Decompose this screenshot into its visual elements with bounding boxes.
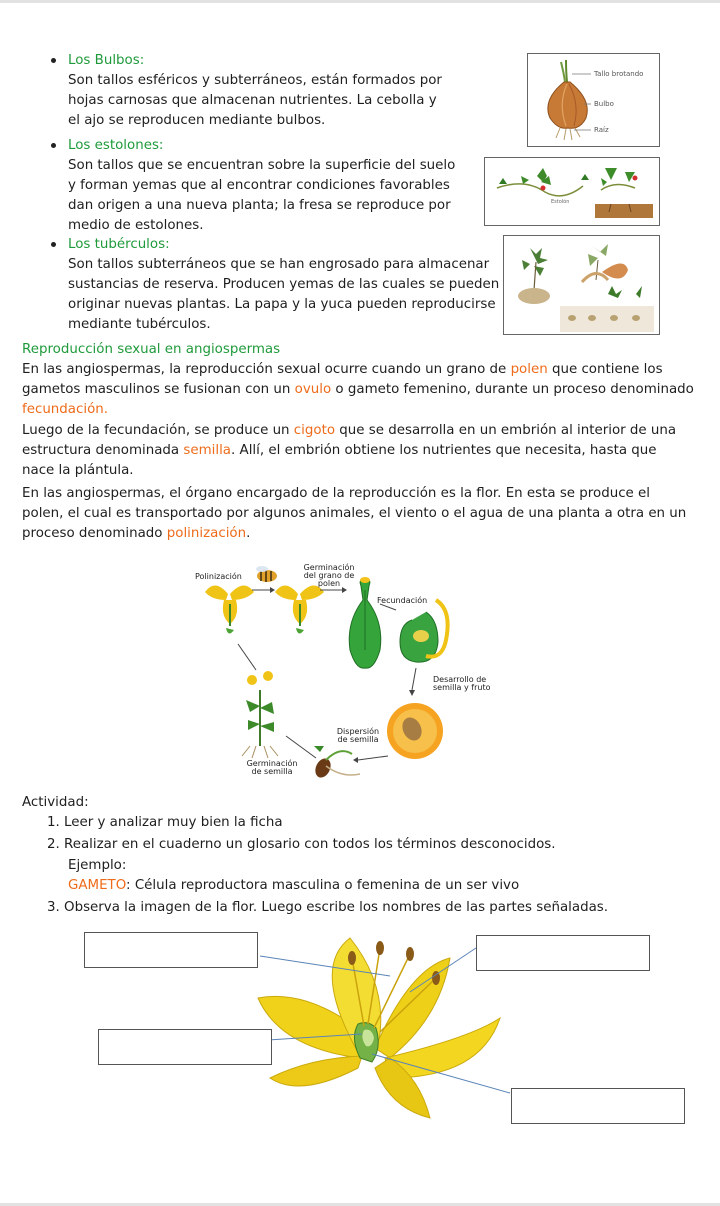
term-polinizacion: polinización (166, 526, 247, 541)
tuberculos-line-3: originar nuevas plantas. La papa y la yuca pueden reproducirse (68, 297, 496, 312)
pistil-icon (349, 577, 381, 668)
sexual-heading: Reproducción sexual en angiospermas (22, 342, 281, 357)
term-cigoto: cigoto (293, 423, 336, 438)
flower-icon (275, 585, 324, 633)
answer-box-2[interactable] (476, 935, 650, 971)
top-border (0, 0, 720, 3)
term-gameto: GAMETO (68, 878, 127, 893)
seedling-icon (312, 746, 360, 780)
term-polen: polen (510, 362, 548, 377)
text: polen (317, 579, 341, 588)
text: Luego de la fecundación, se produce un (22, 423, 294, 438)
actividad-item-2: 2. Realizar en el cuaderno un glosario con todos los términos desconocidos. (47, 837, 556, 852)
label-raiz: Raíz (594, 126, 609, 134)
label-polinizacion: Polinización (195, 572, 242, 581)
label-fecundacion: Fecundación (377, 596, 428, 605)
bullet (51, 242, 56, 247)
fruit-icon (387, 703, 443, 759)
actividad-title: Actividad: (22, 795, 89, 810)
bullet (51, 143, 56, 148)
estolones-line-2: y forman yemas que al encontrar condiciones favorables (68, 178, 450, 193)
label-bulbo: Bulbo (594, 100, 614, 108)
text: que contiene los (547, 362, 663, 377)
label-germinacion-polen (298, 564, 360, 588)
tuberculos-line-4: mediante tubérculos. (68, 317, 211, 332)
ejemplo-label: Ejemplo: (68, 858, 127, 873)
label-estolon: Estolón (551, 199, 570, 205)
estolones-title: Los estolones: (68, 138, 164, 153)
text: proceso denominado (22, 526, 167, 541)
text: estructura denominada (22, 443, 184, 458)
sexual-p1-line-2 (22, 380, 694, 400)
text: gametos masculinos se fusionan con un (22, 382, 295, 397)
cycle-arrow (358, 756, 388, 760)
text: Germinación (246, 759, 298, 768)
bee-icon (256, 566, 277, 582)
sexual-p3-line-1: En las angiospermas, el órgano encargado de la reproducción es la flor. En esta se produce el (22, 486, 651, 501)
bulbos-line-3: el ajo se reproducen mediante bulbos. (68, 113, 326, 128)
text: del grano de (303, 571, 355, 580)
text: Germinación (303, 563, 355, 572)
label-tallo: Tallo brotando (594, 70, 644, 78)
flower-icon (205, 585, 254, 633)
plant-icon (242, 671, 278, 758)
pointer-line (260, 956, 390, 976)
actividad-item-1: 1. Leer y analizar muy bien la ficha (47, 815, 283, 830)
answer-box-4[interactable] (511, 1088, 685, 1124)
tuberculos-line-1: Son tallos subterráneos que se han engrosado para almacenar (68, 257, 490, 272)
actividad-item-3: 3. Observa la imagen de la flor. Luego escribe los nombres de las partes señaladas. (47, 900, 609, 915)
label-dispersion (336, 728, 380, 744)
bulbos-line-1: Son tallos esféricos y subterráneos, están formados por (68, 73, 442, 88)
text: de semilla (337, 735, 379, 744)
sexual-p1-line-1 (22, 360, 663, 380)
estolones-line-1: Son tallos que se encuentran sobre la superficie del suelo (68, 158, 456, 173)
bullet (51, 58, 56, 63)
sexual-p3-line-2: polen, el cual es transportado por algunos animales, el viento o el agua de una planta a otra en un (22, 506, 687, 521)
strawberry-figure (484, 157, 660, 226)
term-fecundacion: fecundación. (22, 402, 109, 417)
text: semilla y fruto (433, 683, 491, 692)
cycle-arrow (412, 668, 416, 690)
cycle-arrow (286, 736, 316, 758)
text: En las angiospermas, la reproducción sexual ocurre cuando un grano de (22, 362, 511, 377)
tuberculos-title: Los tubérculos: (68, 237, 170, 252)
label-desarrollo (433, 676, 490, 692)
term-semilla: semilla (183, 443, 232, 458)
bulbos-title: Los Bulbos: (68, 53, 145, 68)
text: . (246, 526, 251, 541)
text: de semilla (251, 767, 293, 776)
estolones-line-4: medio de estolones. (68, 218, 204, 233)
term-ovulo: ovulo (294, 382, 332, 397)
lily-flower-icon (258, 938, 500, 1118)
text: o gameto femenino, durante un proceso denominado (331, 382, 694, 397)
answer-box-3[interactable] (98, 1029, 272, 1065)
bulbos-line-2: hojas carnosas que almacenan nutrientes. La cebolla y (68, 93, 437, 108)
bulb-figure (527, 53, 660, 147)
tuber-figure (503, 235, 660, 335)
estolones-line-3: dan origen a una nueva planta; la fresa se reproduce por (68, 198, 451, 213)
angiosperm-cycle-diagram (190, 560, 500, 785)
text: Desarrollo de (433, 675, 487, 684)
answer-box-1[interactable] (84, 932, 258, 968)
sexual-p2-line-1 (22, 421, 676, 441)
text: Dispersión (336, 727, 380, 736)
text: : Célula reproductora masculina o femenina de un ser vivo (126, 878, 520, 893)
text: . Allí, el embrión obtiene los nutrientes que necesita, hasta que (231, 443, 657, 458)
sexual-p3-line-3 (22, 524, 250, 544)
sexual-p2-line-3: nace la plántula. (22, 463, 134, 478)
sexual-p2-line-2 (22, 441, 657, 461)
cycle-arrow (238, 644, 256, 670)
tuberculos-line-2: sustancias de reserva. Producen yemas de las cuales se pueden (68, 277, 500, 292)
text: que se desarrolla en un embrión al interior de una (335, 423, 677, 438)
glosario-example (68, 876, 519, 896)
label-germinacion-semilla (246, 760, 298, 776)
ovary-detail-icon (400, 600, 448, 662)
